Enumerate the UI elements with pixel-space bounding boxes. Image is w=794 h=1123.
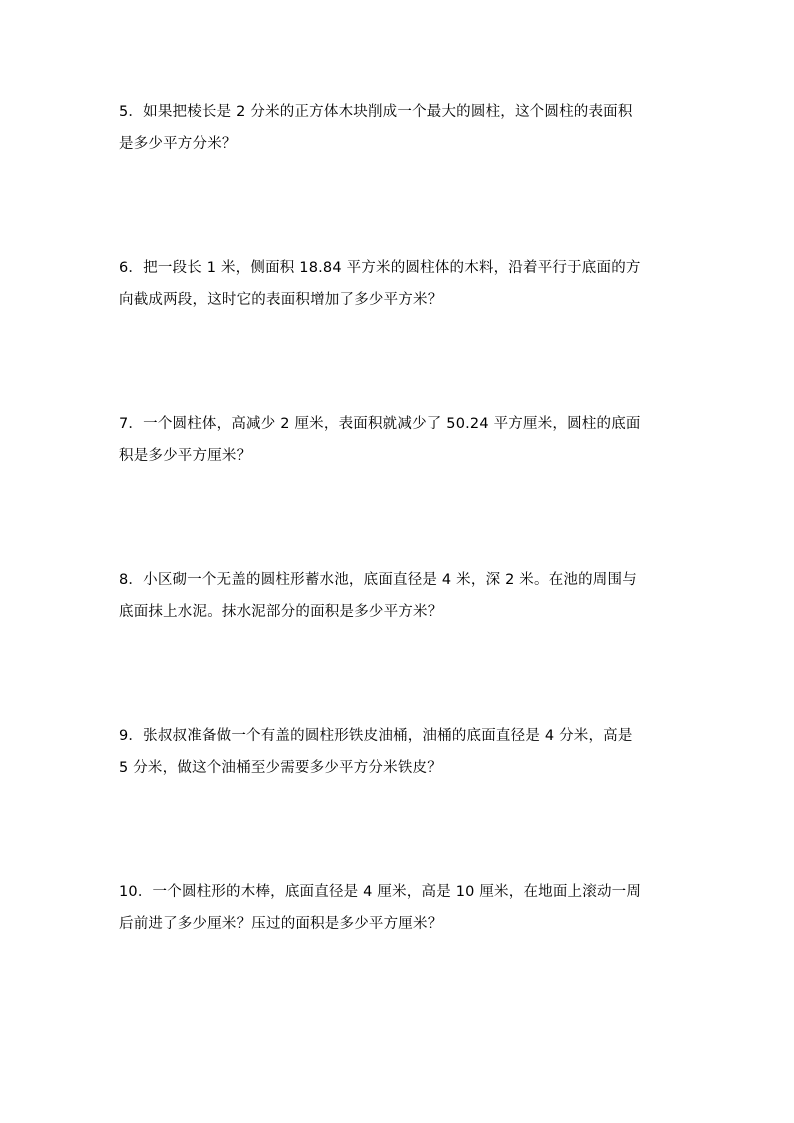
question-9-line-2: 5 分米，做这个油桶至少需要多少平方分米铁皮？ bbox=[119, 760, 442, 776]
question-5-line-2: 是多少平方分米？ bbox=[119, 136, 237, 152]
question-9-line-1: 9．张叔叔准备做一个有盖的圆柱形铁皮油桶，油桶的底面直径是 4 分米，高是 bbox=[119, 728, 633, 744]
question-8 bbox=[119, 564, 679, 628]
question-6 bbox=[119, 252, 679, 316]
question-6-line-1: 6．把一段长 1 米，侧面积 18.84 平方米的圆柱体的木料，沿着平行于底面的方 bbox=[119, 260, 641, 276]
question-7-line-1: 7．一个圆柱体，高减少 2 厘米，表面积就减少了 50.24 平方厘米，圆柱的底面 bbox=[119, 416, 641, 432]
question-8-line-2: 底面抹上水泥。抹水泥部分的面积是多少平方米？ bbox=[119, 604, 443, 620]
question-10-line-2: 后前进了多少厘米？压过的面积是多少平方厘米？ bbox=[119, 916, 443, 932]
question-9 bbox=[119, 720, 679, 784]
question-5-line-1: 5．如果把棱长是 2 分米的正方体木块削成一个最大的圆柱，这个圆柱的表面积 bbox=[119, 104, 633, 120]
question-5 bbox=[119, 96, 679, 160]
question-6-line-2: 向截成两段，这时它的表面积增加了多少平方米？ bbox=[119, 292, 443, 308]
question-10 bbox=[119, 876, 679, 940]
question-10-line-1: 10．一个圆柱形的木棒，底面直径是 4 厘米，高是 10 厘米，在地面上滚动一周 bbox=[119, 884, 642, 900]
question-8-line-1: 8．小区砌一个无盖的圆柱形蓄水池，底面直径是 4 米，深 2 米。在池的周围与 bbox=[119, 572, 637, 588]
question-7 bbox=[119, 408, 679, 472]
question-7-line-2: 积是多少平方厘米？ bbox=[119, 448, 252, 464]
